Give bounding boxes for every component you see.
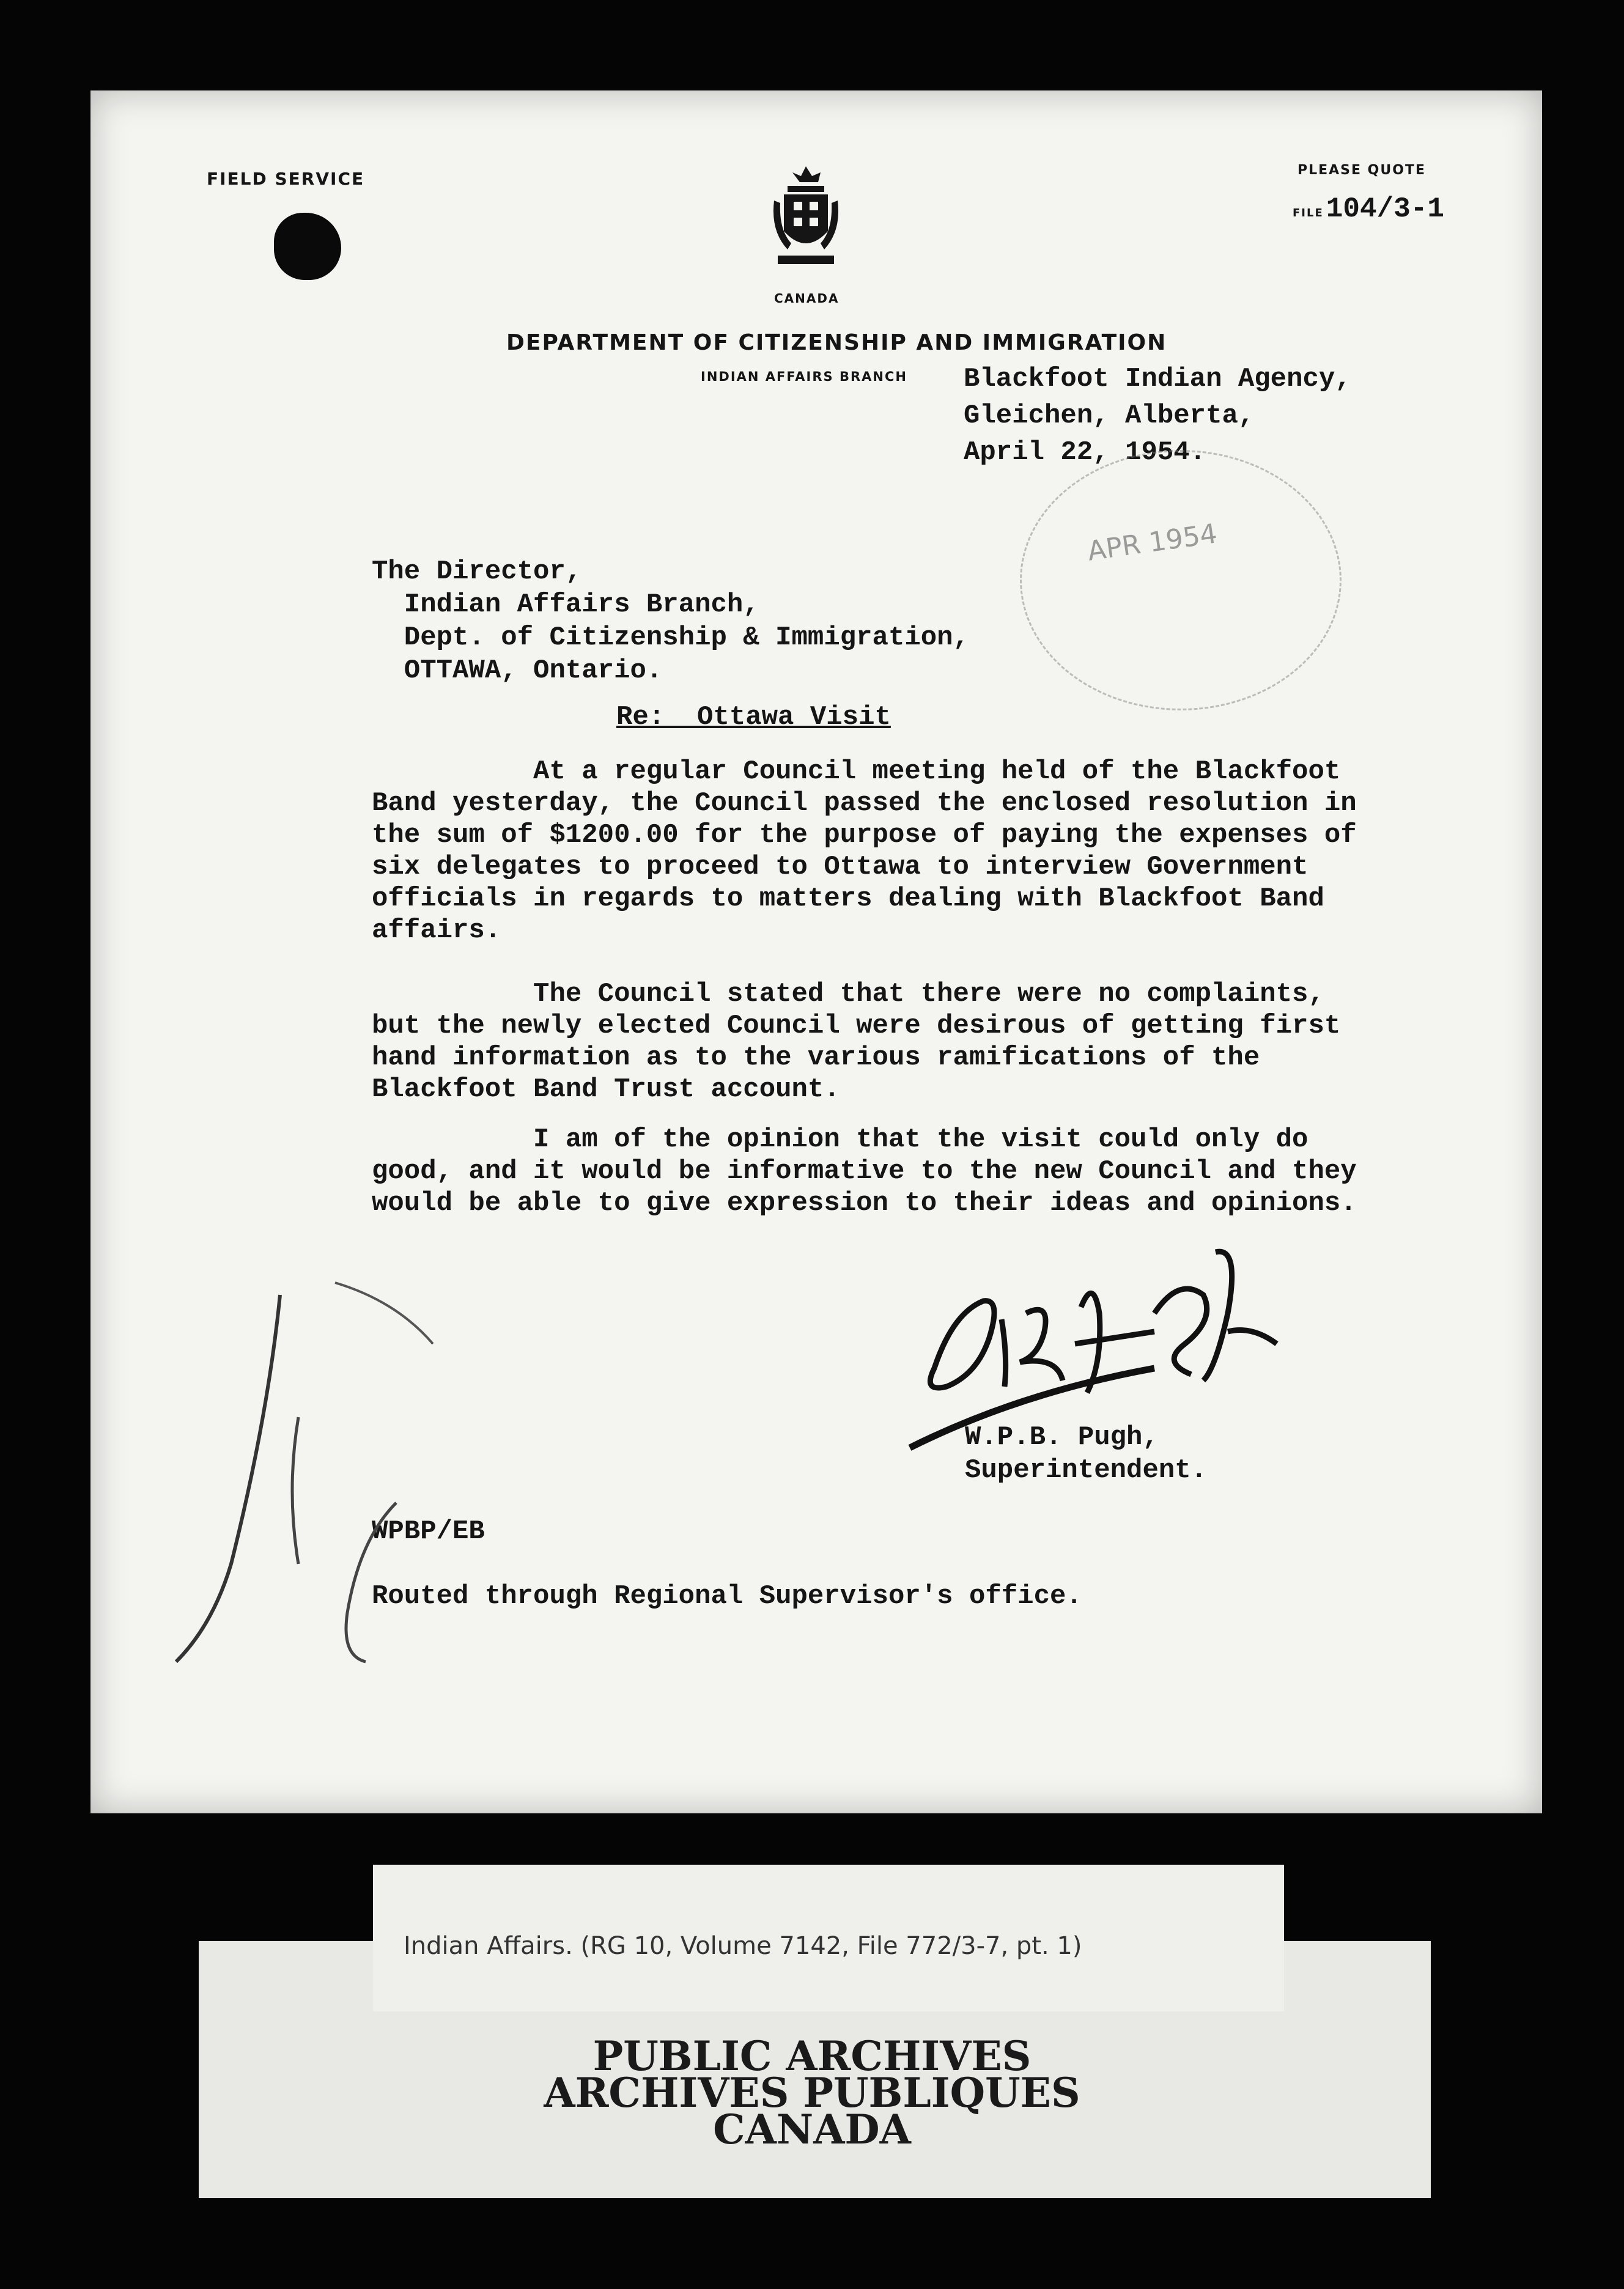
sender-line: Blackfoot Indian Agency, xyxy=(964,364,1351,394)
recipient-line: OTTAWA, Ontario. xyxy=(372,655,663,686)
subject-line: Re: Ottawa Visit xyxy=(616,702,891,732)
body-paragraph-2: The Council stated that there were no complaints, but the newly elected Council were desirous of getting first hand information as to the various ramifications of the Blackfoot Band Trust account. xyxy=(372,979,1341,1105)
signatory-name: W.P.B. Pugh, xyxy=(965,1422,1159,1453)
body-paragraph-3: I am of the opinion that the visit could only do good, and it would be informative to the new Council and they would be able to give expression to their ideas and opinions. xyxy=(372,1124,1357,1218)
archive-citation: Indian Affairs. (RG 10, Volume 7142, File 772/3-7, pt. 1) xyxy=(404,1932,1082,1960)
crest-caption: CANADA xyxy=(774,291,840,306)
field-service-label: FIELD SERVICE xyxy=(207,169,365,189)
date-line: April 22, 1954. xyxy=(964,437,1206,468)
recipient-line: Dept. of Citizenship & Immigration, xyxy=(372,622,969,653)
file-number: 104/3-1 xyxy=(1326,193,1444,225)
sender-line: Gleichen, Alberta, xyxy=(964,400,1255,431)
file-prefix: FILE xyxy=(1293,207,1324,219)
department-heading: DEPARTMENT OF CITIZENSHIP AND IMMIGRATION xyxy=(506,330,1167,355)
recipient-address xyxy=(372,555,969,687)
archive-stamp-line-3: CANADA xyxy=(713,2106,911,2153)
typist-initials: WPBP/EB xyxy=(372,1516,485,1547)
signatory-block xyxy=(965,1421,1207,1487)
archive-stamp-line-2: ARCHIVES PUBLIQUES xyxy=(544,2069,1080,2117)
routing-note: Routed through Regional Supervisor's office. xyxy=(372,1581,1082,1612)
branch-heading: INDIAN AFFAIRS BRANCH xyxy=(701,369,907,384)
archive-stamp-line-1: PUBLIC ARCHIVES xyxy=(592,2032,1032,2080)
file-reference xyxy=(1293,193,1444,225)
canada-crest-icon xyxy=(769,164,843,274)
recipient-line: The Director, xyxy=(372,556,582,587)
please-quote-label: PLEASE QUOTE xyxy=(1297,163,1426,178)
received-stamp xyxy=(1020,450,1342,710)
body-paragraph-1: At a regular Council meeting held of the Blackfoot Band yesterday, the Council passed the enclosed resolution in the sum of $1200.00 for the purpose of paying the expenses of six delegates to proceed to Ottawa to interview Government officials in regards to matters dealing with Blackfoot Band affairs. xyxy=(372,756,1357,946)
letter-page xyxy=(90,90,1542,1813)
signatory-title: Superintendent. xyxy=(965,1455,1208,1486)
stamp-date: APR 1954 xyxy=(1085,518,1219,567)
punch-hole xyxy=(274,213,341,280)
recipient-line: Indian Affairs Branch, xyxy=(372,589,759,620)
handwritten-annotation xyxy=(139,1234,519,1698)
